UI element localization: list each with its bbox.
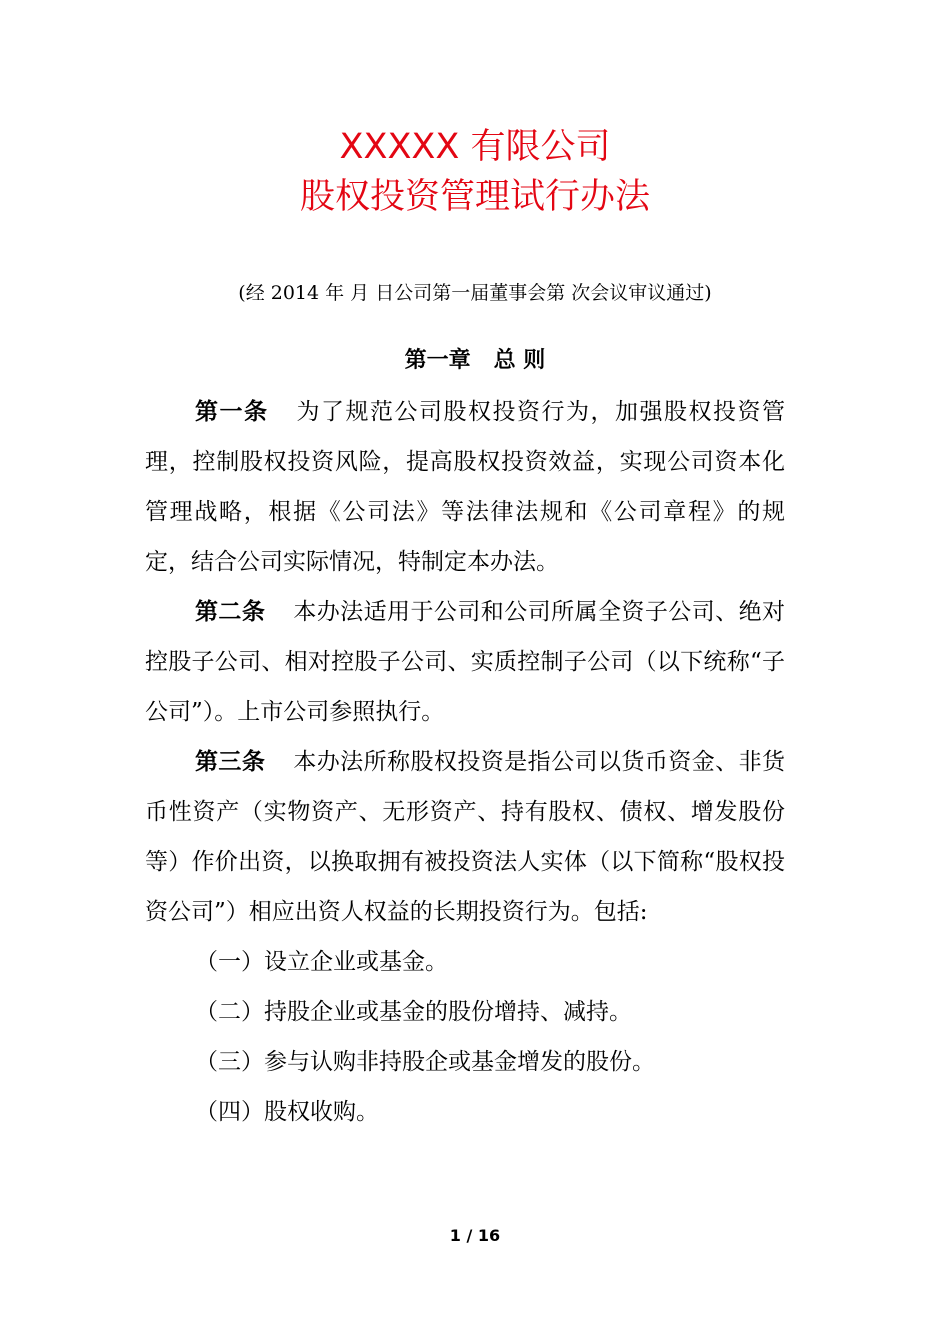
article-3 xyxy=(145,737,785,937)
article-1-text: 为了规范公司股权投资行为，加强股权投资管理，控制股权投资风险，提高股权投资效益，实现公司资本化管理战略，根据《公司法》等法律法规和《公司章程》的规定，结合公司实际情况，特制定本办法。 xyxy=(145,399,785,575)
article-2-label: 第二条 xyxy=(195,599,266,625)
page-number: 1 / 16 xyxy=(449,1226,501,1245)
title-company-line: XXXXX 有限公司 xyxy=(339,127,611,167)
list-item: （四）股权收购。 xyxy=(195,1099,379,1125)
article-3-text: 本办法所称股权投资是指公司以货币资金、非货币性资产（实物资产、无形资产、持有股权、债权、增发股份等）作价出资，以换取拥有被投资法人实体（以下简称“股权投资公司”）相应出资人权益的长期投资行为。包括: xyxy=(145,749,786,925)
document-body xyxy=(145,387,785,1137)
document-title xyxy=(0,122,950,222)
list-item: （三）参与认购非持股企或基金增发的股份。 xyxy=(195,1049,655,1075)
chapter-heading: 第一章 总 则 xyxy=(404,348,546,373)
list-item: （二）持股企业或基金的股份增持、减持。 xyxy=(195,999,632,1025)
article-1-label: 第一条 xyxy=(195,399,269,425)
article-2-text: 本办法适用于公司和公司所属全资子公司、绝对控股子公司、相对控股子公司、实质控制子公司（以下统称“子公司”）。上市公司参照执行。 xyxy=(145,599,786,725)
article-1 xyxy=(145,387,785,587)
article-2 xyxy=(145,587,785,737)
list-item: （一）设立企业或基金。 xyxy=(195,949,448,975)
article-3-label: 第三条 xyxy=(195,749,266,775)
title-regulation-line: 股权投资管理试行办法 xyxy=(299,177,650,217)
approval-note: (经 2014 年 月 日公司第一届董事会第 次会议审议通过) xyxy=(238,282,712,304)
